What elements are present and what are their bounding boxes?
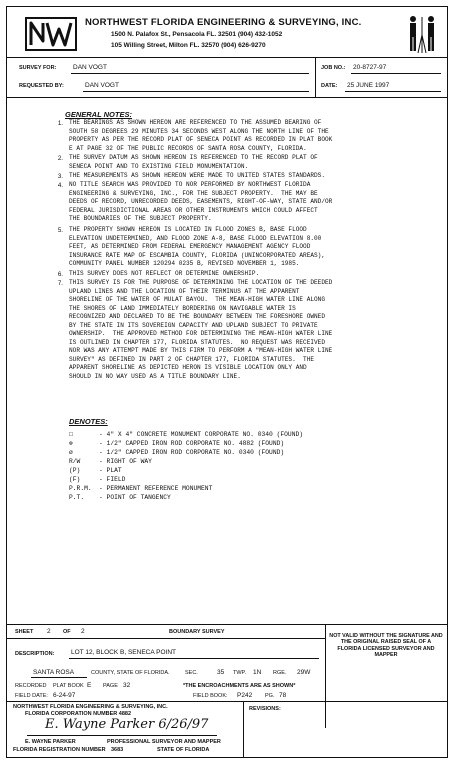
firm-corporation-number: FLORIDA CORPORATION NUMBER 4882 bbox=[25, 711, 132, 717]
legend-description: - PLAT bbox=[99, 467, 122, 474]
legend-symbol: P.T. bbox=[69, 494, 85, 501]
note-number: 2. bbox=[57, 155, 63, 162]
legend-description: - POINT OF TANGENCY bbox=[99, 494, 171, 501]
township-label: TWP. bbox=[233, 670, 247, 676]
section-value: 35 bbox=[217, 669, 225, 676]
requested-by-label: REQUESTED BY: bbox=[19, 83, 64, 89]
surveyor-figures-icon bbox=[403, 13, 443, 55]
sheet-label: SHEET bbox=[15, 629, 34, 635]
county-label: COUNTY, STATE OF FLORIDA. bbox=[91, 670, 170, 676]
legend-symbol: ⊗ bbox=[69, 440, 73, 447]
field-book-value: P242 bbox=[237, 692, 253, 699]
survey-for-label: SURVEY FOR: bbox=[19, 65, 57, 71]
date-label: DATE: bbox=[321, 83, 338, 89]
note-number: 5. bbox=[57, 227, 63, 234]
note-text: THE PROPERTY SHOWN HEREON IS LOCATED IN FLOOD ZONES B, BASE FLOOD ELEVATION UNDETERMINED, AND FLOOD ZONE A-8, BASE FLOOD ELEVATION 8.00 FEET, AS DETERMINED FROM FEDERAL EMERGENCY MANAGEMENT AGENCY FLOOD INSURANCE RATE MAP OF ESCAMBIA COUNTY, FLORIDA (UNINCORPORATED AREAS), COMMUNITY PANEL NUMBER 120294 0235 B, REVISED NOVEMBER 1, 1985. bbox=[69, 226, 325, 267]
job-no-label: JOB NO.: bbox=[321, 65, 346, 71]
registration-number: 3683 bbox=[111, 747, 124, 753]
recorded-label: RECORDED bbox=[15, 683, 47, 689]
survey-for-value: DAN VOGT bbox=[73, 64, 107, 71]
field-book-page-label: PG. bbox=[265, 693, 275, 699]
sheet-number: 2 bbox=[47, 628, 51, 635]
legend-symbol: R/W bbox=[69, 458, 81, 465]
company-address-pensacola: 1500 N. Palafox St., Pensacola FL. 32501 (904) 432-1052 bbox=[111, 31, 283, 38]
plat-book-label: PLAT BOOK bbox=[53, 683, 84, 689]
legend-symbol: □ bbox=[69, 431, 73, 438]
legend-symbol: P.R.M. bbox=[69, 485, 92, 492]
field-book-label: FIELD BOOK: bbox=[193, 693, 228, 699]
general-notes-title: GENERAL NOTES: bbox=[65, 110, 132, 119]
sheet-of-label: OF bbox=[63, 629, 71, 635]
legend-description: - 4" X 4" CONCRETE MONUMENT CORPORATE NO. 0340 (FOUND) bbox=[99, 431, 304, 438]
page-value: 32 bbox=[123, 682, 131, 689]
section-label: SEC. bbox=[185, 670, 198, 676]
sheet-total: 2 bbox=[81, 628, 85, 635]
date-value: 25 JUNE 1997 bbox=[347, 82, 390, 89]
note-number: 7. bbox=[57, 280, 63, 287]
field-date-label: FIELD DATE: bbox=[15, 693, 48, 699]
legend-symbol: (F) bbox=[69, 476, 81, 483]
township-value: 1N bbox=[253, 669, 262, 676]
county-value: SANTA ROSA bbox=[33, 669, 75, 676]
field-date-value: 6-24-97 bbox=[53, 692, 76, 699]
note-text: NO TITLE SEARCH WAS PROVIDED TO NOR PERFORMED BY NORTHWEST FLORIDA ENGINEERING & SURVEYING, INC., FOR THE SUBJECT PROPERTY. THE MAY BE DEEDS OF RECORD, UNRECORDED DEEDS, EASEMENTS, RIGHT-OF-WAY, STATE AND/OR FEDERAL JURISDICTIONAL AREAS OR OTHER INSTRUMENTS WHICH COULD AFFECT THE BOUNDARIES OF THE SUBJECT PROPERTY. bbox=[69, 181, 333, 222]
legend-description: - PERMANENT REFERENCE MONUMENT bbox=[99, 485, 213, 492]
surveyor-signature: E. Wayne Parker 6/26/97 bbox=[45, 717, 209, 732]
encroachments-note: *THE ENCROACHMENTS ARE AS SHOWN* bbox=[183, 683, 296, 689]
plat-book-value: E bbox=[87, 682, 92, 689]
job-no-value: 20-8727-97 bbox=[353, 64, 387, 71]
note-number: 1. bbox=[57, 120, 63, 127]
requested-by-value: DAN VOGT bbox=[85, 82, 119, 89]
note-number: 3. bbox=[57, 173, 63, 180]
legend-symbol: ø bbox=[69, 449, 73, 456]
note-text: THIS SURVEY IS FOR THE PURPOSE OF DETERMINING THE LOCATION OF THE DEEDED UPLAND LINES AND THE LOCATION OF THEIR TERMINUS AT THE APPARENT SHORELINE OF THE WATER OF MULAT BAYOU. THE MEAN-HIGH WATER LINE ALONG THE SHORES OF LAND IMMEDIATELY BORDERING ON NAVIGABLE WATER IS RECOGNIZED AND DECLARED TO BE THE BOUNDARY BETWEEN THE FORESHORE OWNED BY THE STATE IN ITS SOVEREIGN CAPACITY AND UPLAND SUBJECT TO PRIVATE OWNERSHIP. THE APPROVED METHOD FOR DETERMINING THE MEAN-HIGH WATER LINE IS OUTLINED IN CHAPTER 177, FLORIDA STATUTES. NO REQUEST WAS RECEIVED NOR WAS ANY ATTEMPT MADE BY THIS FIRM TO PERFORM A "MEAN-HIGH WATER LINE SURVEY" AS DEFINED IN PART 2 OF CHAPTER 177, FLORIDA STATUTES. THE APPARENT SHORELINE AS DEPICTED HERON IS VISIBLE LOCATION ONLY AND SHOULD IN NO WAY USED AS A TITLE BOUNDARY LINE. bbox=[69, 279, 333, 380]
company-logo bbox=[25, 17, 77, 51]
range-value: 29W bbox=[297, 669, 311, 676]
surveyor-title: PROFESSIONAL SURVEYOR AND MAPPER bbox=[107, 739, 221, 745]
firm-name: NORTHWEST FLORIDA ENGINEERING & SURVEYING, INC. bbox=[13, 704, 168, 710]
note-text: THIS SURVEY DOES NOT REFLECT OR DETERMINE OWNERSHIP. bbox=[69, 270, 260, 277]
page-label: PAGE bbox=[103, 683, 118, 689]
legend-symbol: (P) bbox=[69, 467, 81, 474]
note-text: THE SURVEY DATUM AS SHOWN HEREON IS REFERENCED TO THE RECORD PLAT OF SENECA POINT AND TO EXISTING FIELD MONUMENTATION. bbox=[69, 154, 318, 170]
survey-type: BOUNDARY SURVEY bbox=[169, 629, 225, 635]
range-label: RGE. bbox=[273, 670, 287, 676]
revisions-label: REVISIONS: bbox=[249, 706, 281, 712]
company-address-milton: 105 Willing Street, Milton FL. 32570 (904) 626-9270 bbox=[111, 42, 266, 49]
surveyor-name: E. WAYNE PARKER bbox=[25, 739, 76, 745]
description-value: LOT 12, BLOCK B, SENECA POINT bbox=[71, 649, 176, 656]
company-name: NORTHWEST FLORIDA ENGINEERING & SURVEYING, INC. bbox=[85, 17, 362, 28]
legend-description: - RIGHT OF WAY bbox=[99, 458, 152, 465]
state-label: STATE OF FLORIDA bbox=[157, 747, 210, 753]
note-text: THE BEARINGS AS SHOWN HEREON ARE REFERENCED TO THE ASSUMED BEARING OF SOUTH 58 DEGREES 29 MINUTES 34 SECONDS WEST ALONG THE NORTH LINE OF THE PROPERTY AS PER THE RECORD PLAT OF SENECA POINT AS RECORDED IN PLAT BOOK E AT PAGE 32 OF THE PUBLIC RECORDS OF SANTA ROSA COUNTY, FLORIDA. bbox=[69, 119, 333, 152]
legend-description: - 1/2" CAPPED IRON ROD CORPORATE NO. 0340 (FOUND) bbox=[99, 449, 285, 456]
note-number: 4. bbox=[57, 182, 63, 189]
registration-label: FLORIDA REGISTRATION NUMBER bbox=[13, 747, 106, 753]
note-number: 6. bbox=[57, 271, 63, 278]
survey-sheet bbox=[6, 6, 448, 758]
field-book-page-value: 78 bbox=[279, 692, 287, 699]
validity-stamp: NOT VALID WITHOUT THE SIGNATURE AND THE ORIGINAL RAISED SEAL OF A FLORIDA LICENSED SURVEYOR AND MAPPER bbox=[329, 633, 443, 659]
note-text: THE MEASUREMENTS AS SHOWN HEREON WERE MADE TO UNITED STATES STANDARDS. bbox=[69, 172, 325, 179]
legend-description: - 1/2" CAPPED IRON ROD CORPORATE NO. 4882 (FOUND) bbox=[99, 440, 285, 447]
legend-description: - FIELD bbox=[99, 476, 126, 483]
denotes-title: DENOTES: bbox=[69, 417, 108, 426]
description-label: DESCRIPTION: bbox=[15, 651, 55, 657]
nw-logo-icon bbox=[27, 19, 75, 49]
